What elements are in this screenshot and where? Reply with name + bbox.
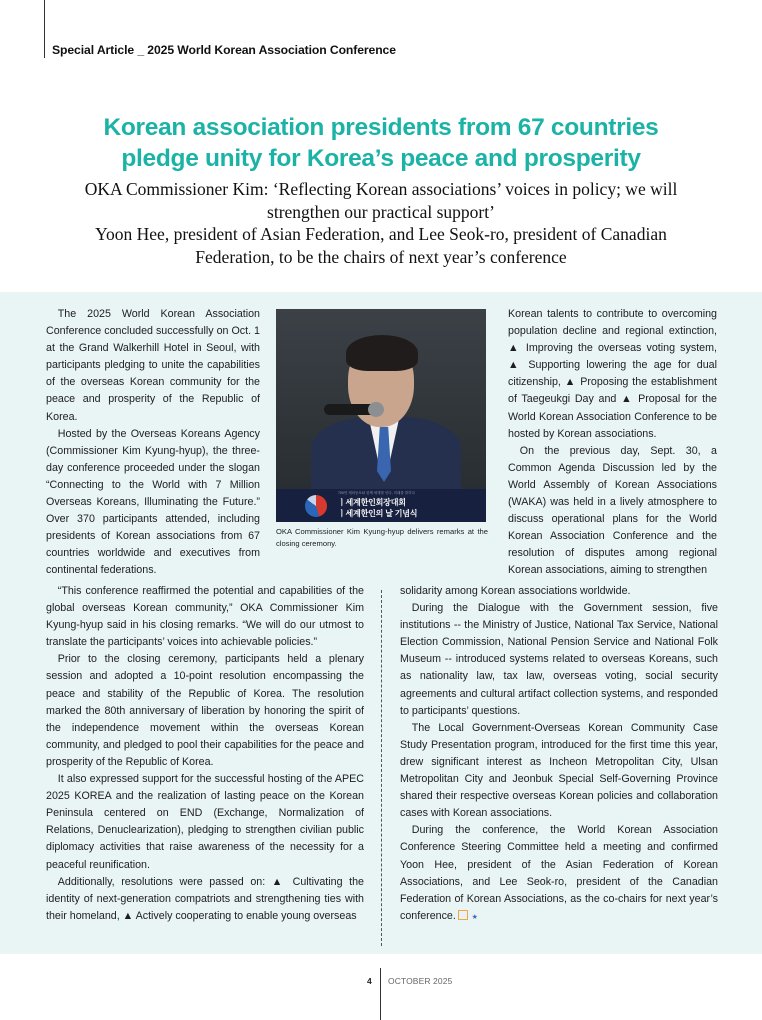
subhead-quote: OKA Commissioner Kim: ‘Reflecting Korean associations’ voices in policy; we will strengthen our practical support’ [84,179,678,222]
speaker-photo [276,309,486,522]
paragraph: During the Dialogue with the Government session, five institutions -- the Ministry of Justice, National Tax Service, National Election Commission, National Pension Service and National Folk Museum -- introduced systems related to overseas Koreans, such as nationality law, tax law, overseas voting, social security agreements and cultural artifact collection systems, and responded to participants’ questions. [400,602,718,717]
column-1 [46,306,260,580]
banner-slogan: 700만 재외동포와 함께 세계를 잇다, 미래를 밝히다 [338,491,415,495]
lower-left-column [46,583,364,925]
banner-title-1: ㅣ세계한인회장대회 [338,498,406,507]
paragraph: Korean talents to contribute to overcoming population decline and regional extinction, ▲ Improving the overseas voting system, ▲ Supporting lowering the age for dual citizenship, ▲ Proposing the establishment of Taegeukgi Day and ▲ Proposal for the World Korean Association Conference to be hosted by Korean associations. [508,308,717,440]
paragraph-continuation: solidarity among Korean associations worldwide. [400,585,631,597]
paragraph: Additionally, resolutions were passed on: ▲ Cultivating the identity of next-generation compatriots and strengthening ties with their homeland, ▲ Actively cooperating to enable young overseas [46,875,364,922]
paragraph: The 2025 World Korean Association Conference concluded successfully on Oct. 1 at the Grand Walkerhill Hotel in Seoul, with participants pledging to unite the capabilities of the overseas Korean community for the peace and prosperity of the Republic of Korea. [46,308,260,423]
page-number: 4 [367,976,372,986]
headline-line-1: Korean association presidents from 67 countries [103,114,659,141]
issue-date: OCTOBER 2025 [388,976,453,986]
paragraph-final [400,822,718,925]
subhead-chairs: Yoon Hee, president of Asian Federation, and Lee Seok-ro, president of Canadian Federation, to be the chairs of next year’s conference [95,224,667,267]
microphone-head [368,402,384,417]
headline-line-2: pledge unity for Korea’s peace and prosperity [121,145,641,172]
column-divider [381,590,382,946]
headline [0,112,762,174]
column-3 [508,306,717,580]
footer-rule [380,968,381,1020]
article-end-mark-icon [458,910,468,920]
paragraph: On the previous day, Sept. 30, a Common Agenda Discussion led by the World Assembly of Korean Associations (WAKA) was held in a lively atmosphere to discuss operational plans for the World Korean Association Conference and the resolution of disputes among regional Korean associations, aiming to strengthen [508,444,717,577]
paragraph: “This conference reaffirmed the potential and capabilities of the global overseas Korean community,” OKA Commissioner Kim Kyung-hyup said in his closing remarks. “We will do our utmost to translate the participants’ voices into achievable policies.” [46,585,364,649]
conference-logo-icon [305,495,327,517]
photo-hair [346,335,418,371]
photo-caption: OKA Commissioner Kim Kyung-hyup delivers remarks at the closing ceremony. [276,527,488,548]
section-label: Special Article _ 2025 World Korean Association Conference [52,43,396,57]
banner-title-2: ㅣ세계한인의 날 기념식 [338,509,418,518]
paragraph: Hosted by the Overseas Koreans Agency (Commissioner Kim Kyung-hyup), the three-day conference proceeded under the slogan “Connecting to the World with 7 Million Overseas Koreans, Illuminating the Future.” Over 370 participants attended, including presidents of Korean associations from 67 countries worldwide and executives from continental federations. [46,427,260,577]
paragraph: It also expressed support for the successful hosting of the APEC 2025 KOREA and the realization of lasting peace on the Korean Peninsula centered on END (Exchange, Normalization of Relations, Denuclearization), pledging to strengthen civilian public diplomacy activities that raise awareness of the necessity for a peaceful reunification. [46,773,364,871]
header-rule [44,0,45,58]
final-paragraph-text: During the conference, the World Korean Association Conference Steering Committee held a meeting and confirmed Yoon Hee, president of the Asian Federation of Korean Associations, and Lee Seok-ro, president of the Canadian Federation of Korean Associations, as the co-chairs for next year’s conference. [400,824,718,922]
subheadline [60,178,702,268]
paragraph: The Local Government-Overseas Korean Community Case Study Presentation program, introduced for the first time this year, drew significant interest as Incheon Metropolitan City, Ulsan Metropolitan City and Jeonbuk Special Self-Governing Province shared their respective overseas Korean policies and collaboration cases with Korean associations. [400,721,718,820]
lower-right-column [400,583,718,925]
paragraph: Prior to the closing ceremony, participants held a plenary session and adopted a 10-point resolution encompassing the peace and stability of the Republic of Korea. The resolution marked the 80th anniversary of liberation by honoring the spirit of the independence movement within the overseas Korean community, and pledged to pool their capabilities for the peace and prosperity of the Republic of Korea. [46,653,364,768]
